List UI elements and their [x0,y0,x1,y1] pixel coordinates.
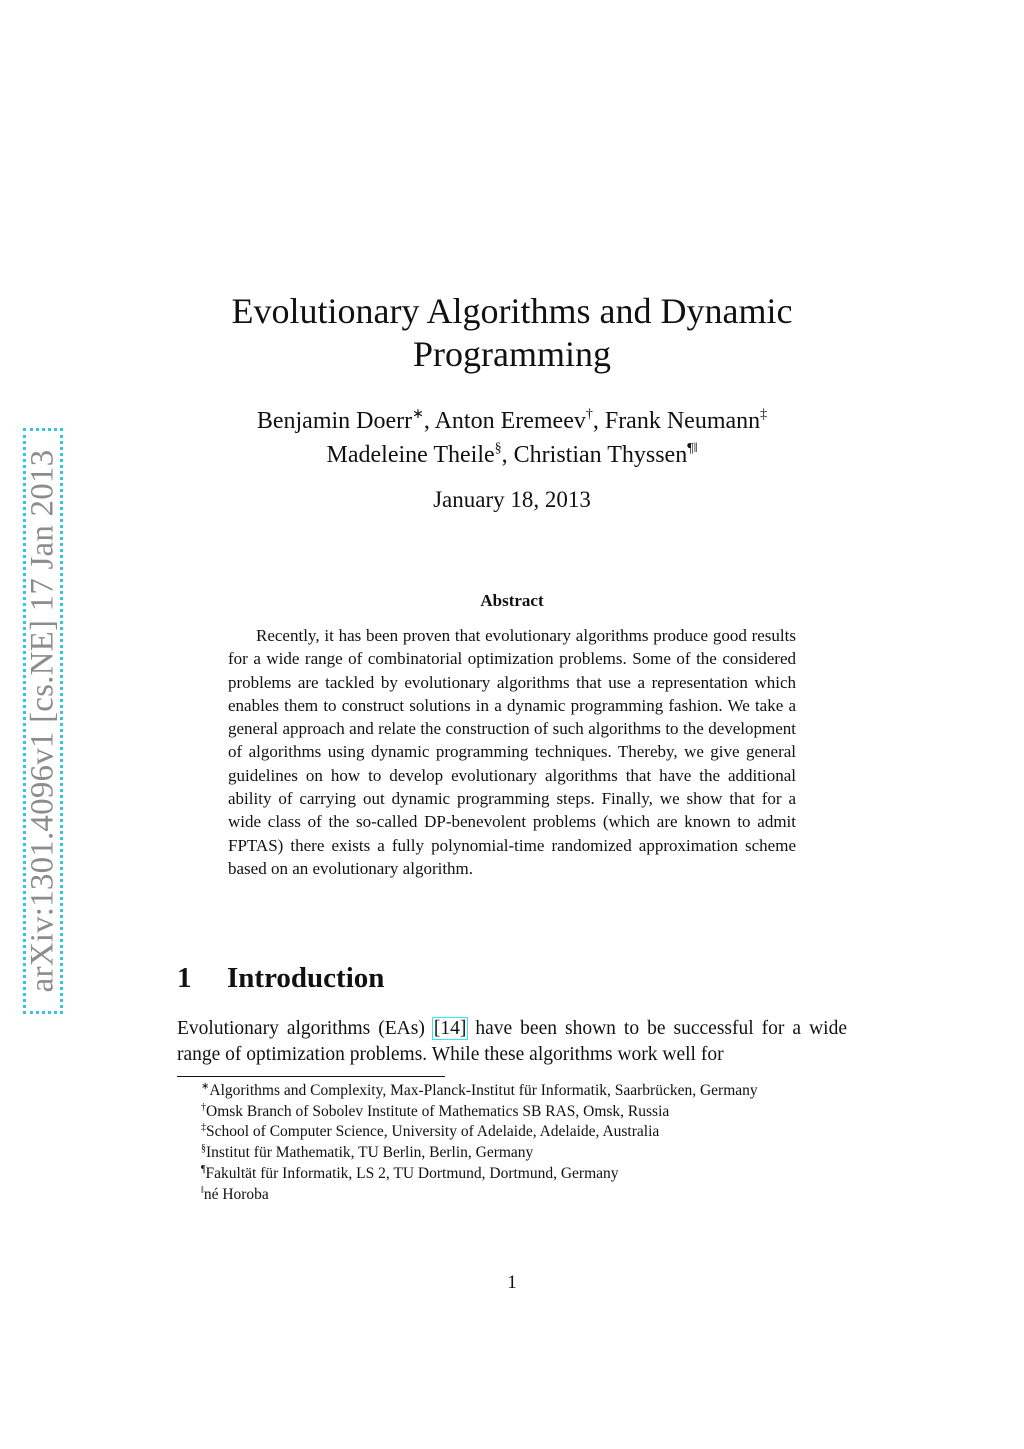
arxiv-stamp-text: arXiv:1301.4096v1 [cs.NE] 17 Jan 2013 [24,449,61,993]
author-line-1 [0,404,1024,438]
footnote-mark: ‖ [201,1184,204,1196]
intro-text-rest: have been shown to be successful for a wide range of optimization problems. While these algorithms work well for [177,1018,847,1065]
author-mark: ‡ [760,407,768,422]
arxiv-stamp[interactable] [23,428,63,1014]
page-number: 1 [507,1272,517,1293]
section-heading-introduction [177,962,384,995]
footnote [177,1122,847,1143]
author-mark: ∗ [412,407,424,422]
abstract-heading: Abstract [480,591,544,610]
author-mark: † [585,407,593,422]
intro-text-start: Evolutionary algorithms (EAs) [177,1018,433,1039]
section-title: Introduction [227,962,385,994]
author-name: Frank Neumann [604,408,761,434]
footnote [177,1102,847,1123]
introduction-text [177,1016,847,1068]
title-line-1: Evolutionary Algorithms and Dynamic [231,291,793,331]
footnote-text: né Horoba [203,1185,269,1203]
footnote-mark: ∗ [201,1081,210,1092]
footnote [177,1164,847,1185]
footnote-text: Fakultät für Informatik, LS 2, TU Dortmund, Dortmund, Germany [205,1164,619,1182]
author-name: Christian Thyssen [513,442,688,468]
abstract-text: Recently, it has been proven that evolutionary algorithms produce good results for a wide range of combinatorial optimization problems. Some of the considered problems are tackled by evolutionary algorithms that use a representation which enables them to construct solutions in a dynamic programming fashion. We take a general approach and relate the construction of such algorithms to the development of algorithms using dynamic programming techniques. Thereby, we give general guidelines on how to develop evolutionary algorithms that have the additional ability of carrying out dynamic programming steps. Finally, we show that for a wide class of the so-called DP-benevolent problems (which are known to admit FPTAS) there exists a fully polynomial-time randomized approximation scheme based on an evolutionary algorithm. [228,626,796,878]
author-name: Madeleine Theile [326,442,495,468]
author-separator: , [423,408,435,434]
footnote [177,1185,847,1206]
author-line-2 [0,438,1024,472]
paper-date: January 18, 2013 [433,487,591,512]
footnote-mark: § [201,1143,206,1155]
footnote-text: Omsk Branch of Sobolev Institute of Mathematics SB RAS, Omsk, Russia [206,1102,670,1120]
author-separator: , [501,442,514,468]
footnote-text: Algorithms and Complexity, Max-Planck-Institut für Informatik, Saarbrücken, Germany [209,1082,758,1099]
author-name: Benjamin Doerr [256,408,413,434]
author-name: Anton Eremeev [434,408,586,434]
footnote-mark: ¶ [201,1163,206,1175]
author-separator: , [592,408,605,434]
author-mark: ¶‖ [687,441,698,456]
citation-link[interactable]: [14] [433,1018,467,1039]
footnotes [177,1081,847,1205]
section-number: 1 [177,962,192,994]
footnote-mark: † [201,1101,206,1113]
footnote-text: Institut für Mathematik, TU Berlin, Berlin, Germany [206,1144,534,1162]
footnote [177,1143,847,1164]
footnote-mark: ‡ [201,1122,206,1134]
footnote [177,1081,847,1102]
author-mark: § [494,441,502,456]
footnote-divider [177,1076,445,1077]
paper-title [0,290,1024,376]
author-list [0,404,1024,472]
footnote-text: School of Computer Science, University of Adelaide, Adelaide, Australia [206,1123,660,1141]
title-line-2: Programming [413,334,611,374]
